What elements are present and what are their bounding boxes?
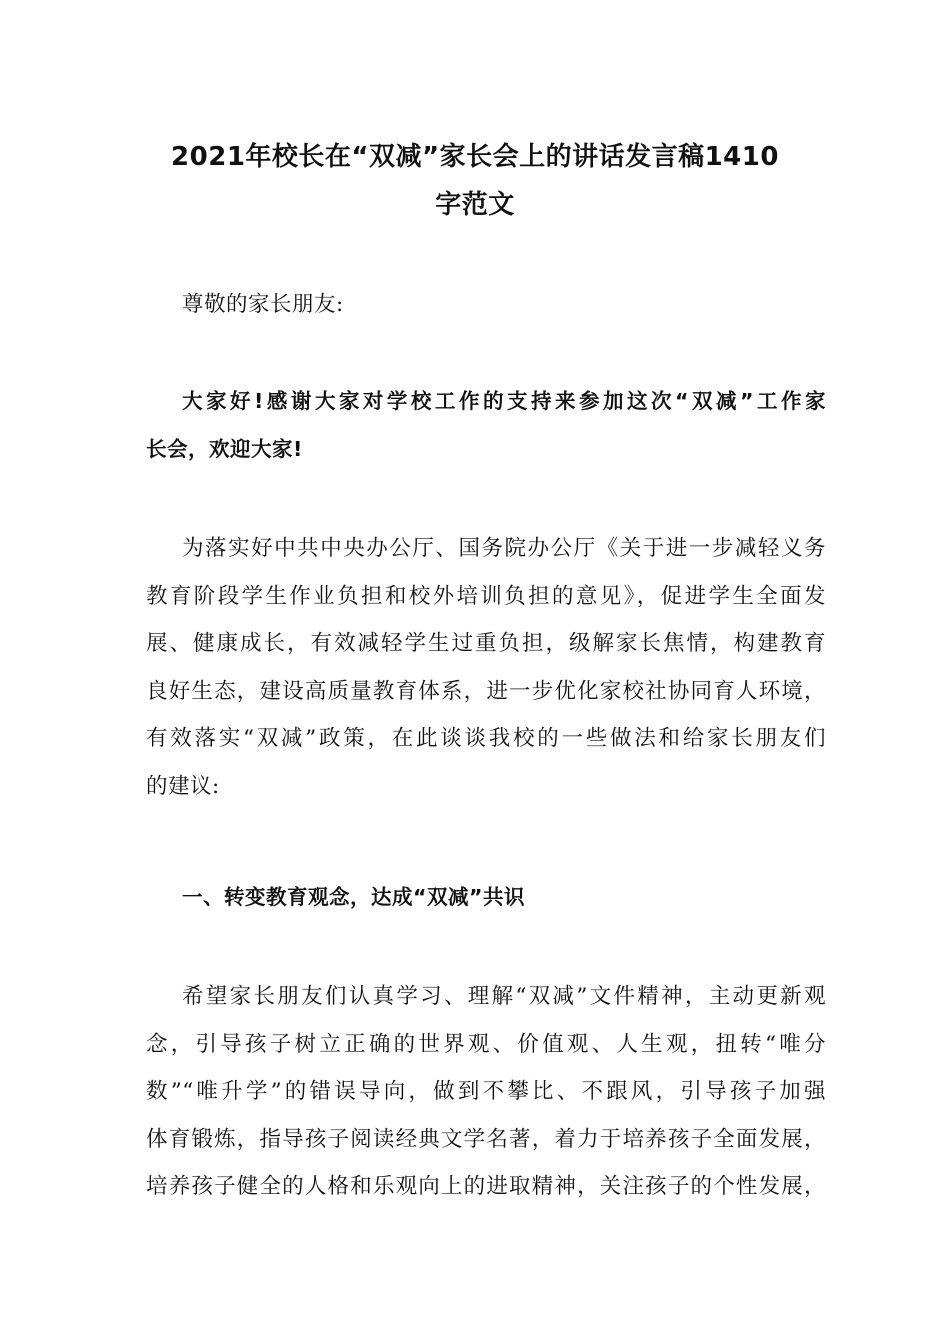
paragraph-line: 数”“唯升学”的错误导向，做到不攀比、不跟风，引导孩子加强 (146, 1079, 826, 1104)
paragraph-line: 大家好!感谢大家对学校工作的支持来参加这次“双减”工作家 (182, 389, 826, 413)
paragraph-line: 体育锻炼，指导孩子阅读经典文学名著，着力于培养孩子全面发展， (146, 1126, 826, 1152)
section-heading-1 (146, 874, 826, 922)
section-heading-text: 一、转变教育观念，达成“双减”共识 (182, 885, 525, 909)
paragraph-line: 培养孩子健全的人格和乐观向上的进取精神，关注孩子的个性发展， (146, 1174, 826, 1199)
opening-paragraph (146, 378, 826, 473)
paragraph-line: 长会，欢迎大家! (146, 436, 303, 461)
paragraph-line: 展、健康成长，有效减轻学生过重负担，级解家长焦情，构建教育 (146, 631, 826, 656)
paragraph-line: 有效落实“双减”政策，在此谈谈我校的一些做法和给家长朋友们 (146, 726, 826, 751)
document-title-line-1: 2021年校长在“双减”家长会上的讲话发言稿1410 (171, 142, 779, 172)
document-title-line-2: 字范文 (435, 190, 515, 220)
paragraph-line: 良好生态，建设高质量教育体系，进一步优化家校社协同育人环境， (146, 678, 826, 704)
paragraph-line: 念，引导孩子树立正确的世界观、价值观、人生观，扭转“唯分 (146, 1031, 826, 1057)
paragraph-2 (146, 973, 826, 1211)
greeting-text: 尊敬的家长朋友: (182, 292, 344, 317)
paragraph-line: 教育阶段学生作业负担和校外培训负担的意见》，促进学生全面发 (146, 583, 826, 609)
greeting (146, 281, 826, 329)
paragraph-line: 的建议: (146, 773, 220, 799)
paragraph-line: 希望家长朋友们认真学习、理解“双减”文件精神，主动更新观 (182, 984, 826, 1009)
paragraph-1 (146, 525, 826, 810)
paragraph-line: 为落实好中共中央办公厅、国务院办公厅《关于进一步减轻义务 (182, 536, 826, 561)
